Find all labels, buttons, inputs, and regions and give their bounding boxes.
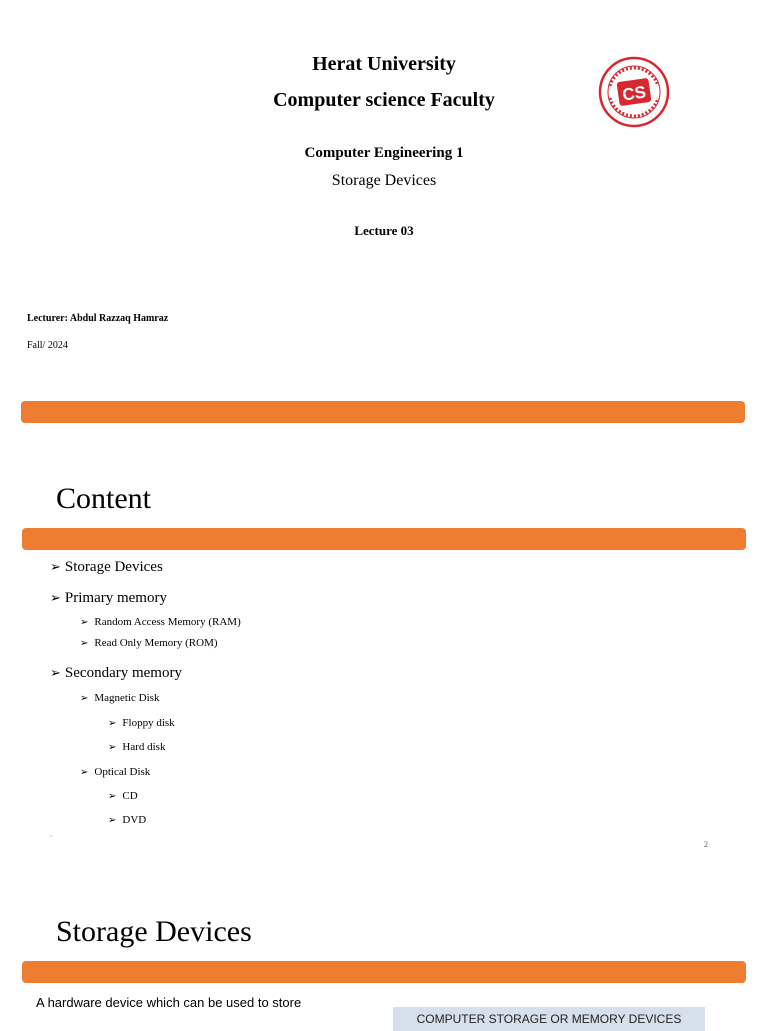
definition-text: A hardware device which can be used to store [36,995,302,1010]
topic-title: Storage Devices [331,172,437,189]
list-item: ➢ DVD [108,814,147,826]
orange-divider-bar [22,961,746,983]
arrow-bullet-icon: ➢ [80,767,89,778]
university-logo-icon [598,56,670,128]
list-item: ➢ Primary memory [50,590,167,606]
page-number: 2 [704,840,708,849]
orange-divider-bar [22,528,746,550]
university-title: Herat University [312,53,456,75]
arrow-bullet-icon: ➢ [50,590,61,605]
arrow-bullet-icon: ➢ [50,665,61,680]
list-item: ➢ Secondary memory [50,665,182,681]
storage-slide-title: Storage Devices [56,915,252,948]
storage-diagram-header: COMPUTER STORAGE OR MEMORY DEVICES [393,1007,705,1031]
list-item: ➢ Hard disk [108,741,166,753]
lecture-number: Lecture 03 [354,223,414,238]
list-item: ➢ Magnetic Disk [80,692,160,704]
list-item: ➢ Optical Disk [80,766,151,778]
course-title: Computer Engineering 1 [304,145,464,161]
lecturer-name: Lecturer: Abdul Razzaq Hamraz [27,313,169,324]
arrow-bullet-icon: ➢ [80,638,89,649]
arrow-bullet-icon: ➢ [108,815,117,826]
arrow-bullet-icon: ➢ [108,718,117,729]
orange-divider-bar [21,401,745,423]
faculty-title: Computer science Faculty [273,89,495,111]
list-item: ➢ CD [108,790,138,802]
list-item: ➢ Random Access Memory (RAM) [80,616,241,628]
arrow-bullet-icon: ➢ [50,559,61,574]
svg-text:CS: CS [621,82,648,105]
stray-mark: ` [50,834,53,843]
arrow-bullet-icon: ➢ [80,617,89,628]
content-slide-title: Content [56,482,151,515]
term-label: Fall/ 2024 [27,340,68,351]
arrow-bullet-icon: ➢ [108,791,117,802]
arrow-bullet-icon: ➢ [108,742,117,753]
list-item: ➢ Floppy disk [108,717,175,729]
list-item: ➢ Read Only Memory (ROM) [80,637,218,649]
arrow-bullet-icon: ➢ [80,693,89,704]
list-item: ➢ Storage Devices [50,559,163,575]
